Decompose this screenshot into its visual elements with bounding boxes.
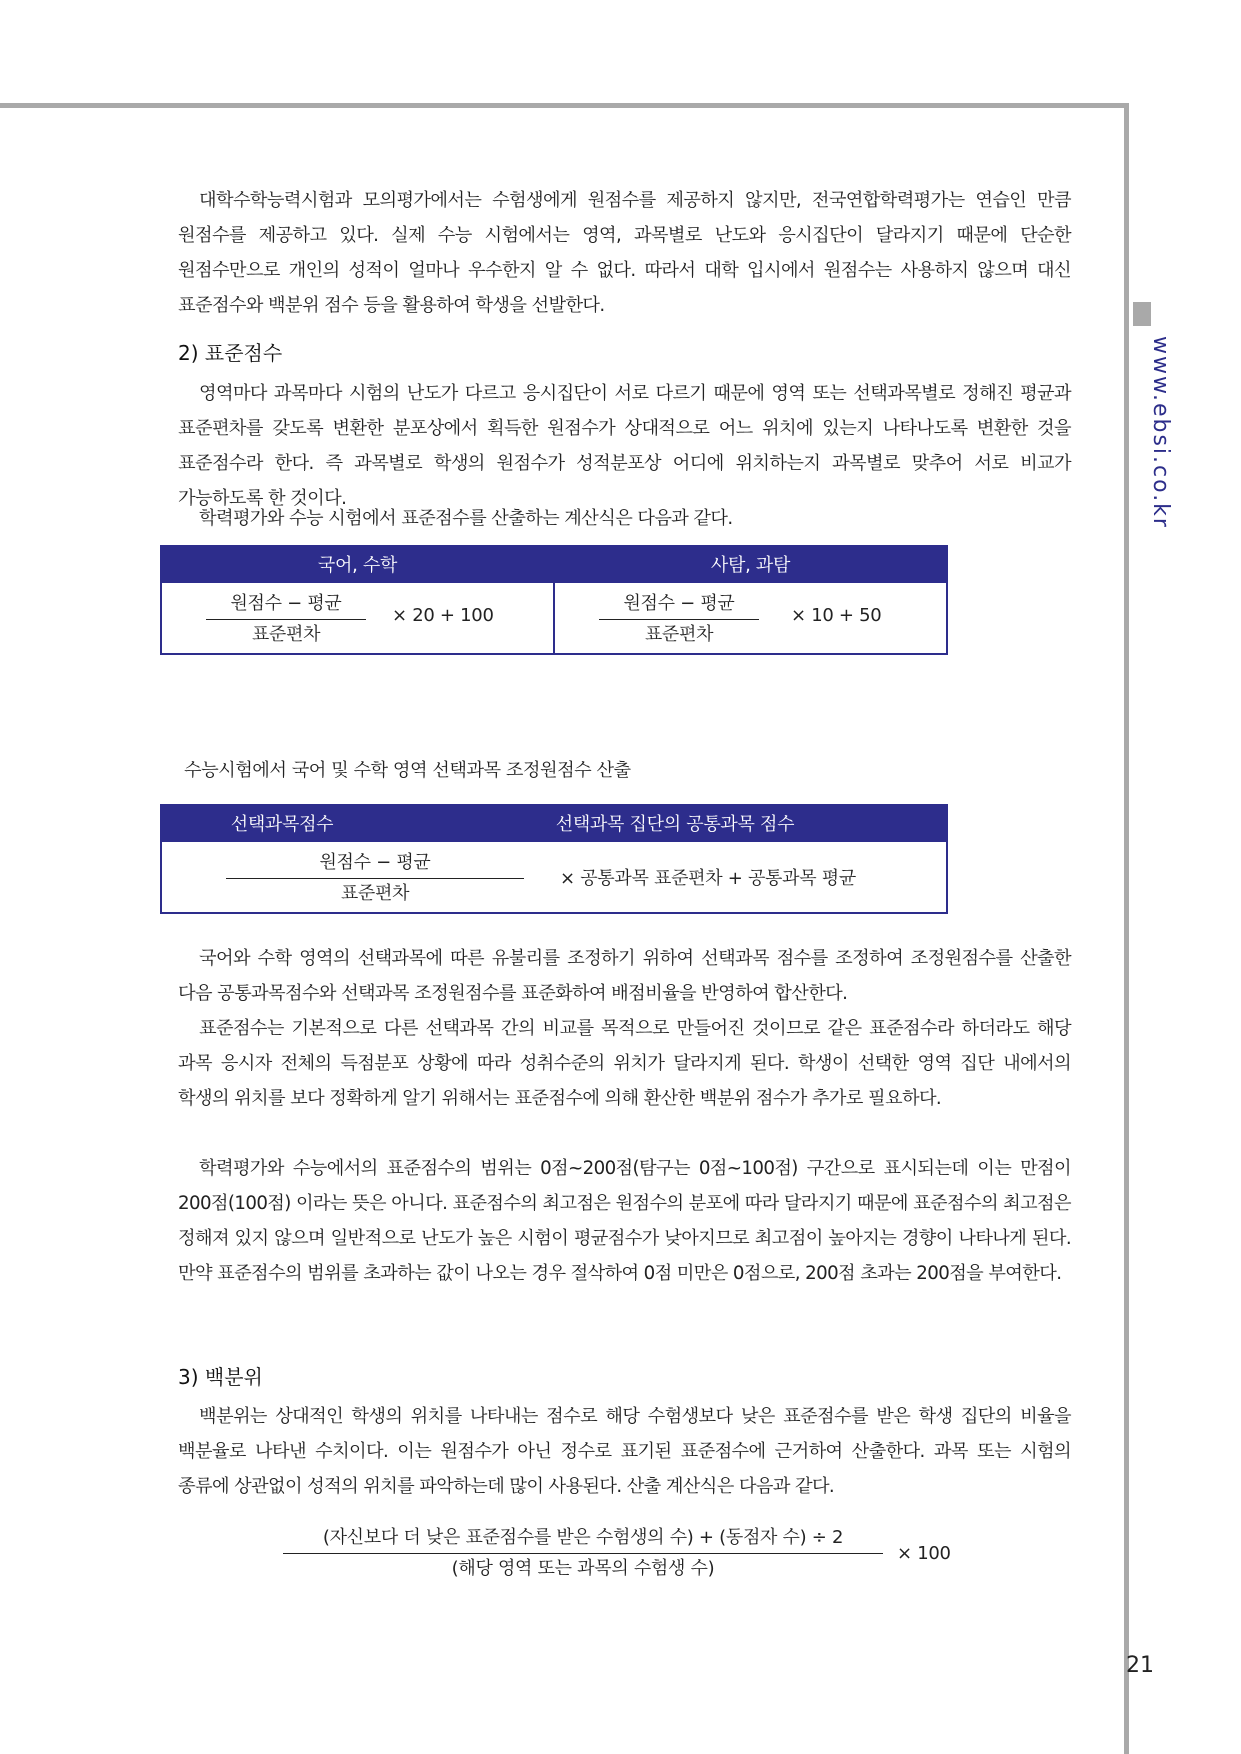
- heading-standard-score: 2) 표준점수: [178, 341, 283, 365]
- percentile-numerator: (자신보다 더 낮은 표준점수를 받은 수험생의 수) + (동점자 수) ÷ 2: [283, 1523, 883, 1554]
- right-frame-line: [1124, 103, 1129, 1754]
- table2-header-elective: 선택과목점수: [161, 805, 403, 841]
- table2-formula-cell: [161, 841, 947, 913]
- table2-multiplier: × 공통과목 표준편차 + 공통과목 평균: [560, 868, 856, 889]
- table2-caption: 수능시험에서 국어 및 수학 영역 선택과목 조정원점수 산출: [184, 760, 631, 781]
- adjusted-score-table: [160, 804, 948, 914]
- page-number: 21: [1126, 1653, 1154, 1678]
- table1-right-multiplier: × 10 + 50: [791, 605, 882, 626]
- percentile-paragraph: 백분위는 상대적인 학생의 위치를 나타내는 점수로 해당 수험생보다 낮은 표준점수를 받은 학생 집단의 비율을 백분율로 나타낸 수치이다. 이는 원점수가 아닌 정수로 표기된 표준점수에 근거하여 산출한다. 과목 또는 시험의 종류에 상관없이 성적의 위치를 파악하는데 많이 사용된다. 산출 계산식은 다음과 같다.: [178, 1406, 1071, 1497]
- table1-right-fraction: [599, 589, 759, 650]
- table2-numerator: 원점수 − 평균: [226, 848, 524, 879]
- side-tab-marker: [1133, 302, 1151, 326]
- score-range-paragraph: 학력평가와 수능에서의 표준점수의 범위는 0점~200점(탐구는 0점~100점) 구간으로 표시되는데 이는 만점이 200점(100점) 이라는 뜻은 아니다. 표준점수의 최고점은 원점수의 분포에 따라 달라지기 때문에 표준점수의 최고점은 정해져 있지 않으며 일반적으로 난도가 높은 시험이 평균점수가 낮아지므로 최고점이 높아지는 경향이 나타나게 된다. 만약 표준점수의 범위를 초과하는 값이 나오는 경우 절삭하여 0점 미만은 0점으로, 200점 초과는 200점을 부여한다.: [178, 1158, 1071, 1284]
- table1-header-korean-math: 국어, 수학: [161, 546, 554, 582]
- adjustment-paragraph: 국어와 수학 영역의 선택과목에 따른 유불리를 조정하기 위하여 선택과목 점수를 조정하여 조정원점수를 산출한 다음 공통과목점수와 선택과목 조정원점수를 표준화하여 배점비율을 반영하여 합산한다.: [178, 948, 1071, 1004]
- percentile-formula: [283, 1523, 951, 1603]
- intro-paragraph: 대학수학능력시험과 모의평가에서는 수험생에게 원점수를 제공하지 않지만, 전국연합학력평가는 연습인 만큼 원점수를 제공하고 있다. 실제 수능 시험에서는 영역, 과목별로 난도와 응시집단이 달라지기 때문에 단순한 원점수만으로 개인의 성적이 얼마나 우수한지 알 수 없다. 따라서 대학 입시에서 원점수는 사용하지 않으며 대신 표준점수와 백분위 점수 등을 활용하여 학생을 선발한다.: [178, 190, 1071, 316]
- percentile-fraction: [283, 1523, 883, 1584]
- formula-intro-paragraph: 학력평가와 수능 시험에서 표준점수를 산출하는 계산식은 다음과 같다.: [199, 508, 733, 529]
- heading-percentile: 3) 백분위: [178, 1365, 263, 1389]
- side-url: www.ebsi.co.kr: [1148, 336, 1173, 529]
- table2-header-common: 선택과목 집단의 공통과목 점수: [403, 805, 947, 841]
- table2-fraction: [226, 848, 524, 909]
- table1-left-multiplier: × 20 + 100: [392, 605, 494, 626]
- table1-left-denominator: 표준편차: [251, 624, 321, 645]
- table1-right-denominator: 표준편차: [644, 624, 714, 645]
- percentile-need-paragraph: 표준점수는 기본적으로 다른 선택과목 간의 비교를 목적으로 만들어진 것이므로 같은 표준점수라 하더라도 해당 과목 응시자 전체의 득점분포 상황에 따라 성취수준의 위치가 달라지게 된다. 학생이 선택한 영역 집단 내에서의 학생의 위치를 보다 정확하게 알기 위해서는 표준점수에 의해 환산한 백분위 점수가 추가로 필요하다.: [178, 1018, 1071, 1109]
- table1-left-numerator: 원점수 − 평균: [206, 589, 366, 620]
- table1-header-social-science: 사탐, 과탐: [554, 546, 947, 582]
- table1-right-cell: [554, 582, 947, 654]
- table2-denominator: 표준편차: [340, 883, 410, 904]
- standard-score-table: [160, 545, 948, 655]
- table1-left-cell: [161, 582, 554, 654]
- percentile-denominator: (해당 영역 또는 과목의 수험생 수): [451, 1558, 715, 1579]
- top-frame-line: [0, 103, 1128, 108]
- table1-right-numerator: 원점수 − 평균: [599, 589, 759, 620]
- standard-score-paragraph: 영역마다 과목마다 시험의 난도가 다르고 응시집단이 서로 다르기 때문에 영역 또는 선택과목별로 정해진 평균과 표준편차를 갖도록 변환한 분포상에서 획득한 원점수가 상대적으로 어느 위치에 있는지 나타나도록 변환한 것을 표준점수라 한다. 즉 과목별로 학생의 원점수가 성적분포상 어디에 위치하는지 과목별로 맞추어 서로 비교가 가능하도록 한 것이다.: [178, 383, 1071, 509]
- percentile-multiplier: × 100: [897, 1543, 951, 1564]
- table1-left-fraction: [206, 589, 366, 650]
